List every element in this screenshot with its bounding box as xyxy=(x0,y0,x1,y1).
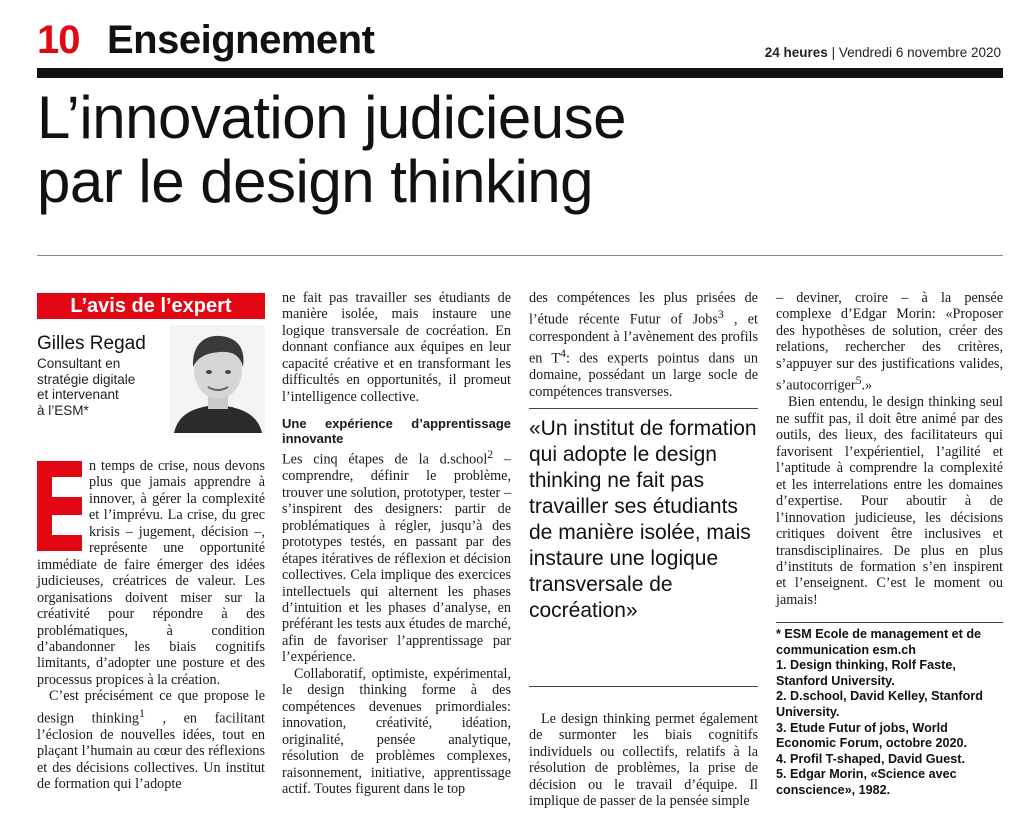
notes-divider xyxy=(776,622,1003,623)
footnote-ref: 3 xyxy=(717,307,724,322)
pull-quote: «Un institut de formation qui adopte le design thinking ne fait pas travailler ses étudiants de manière isolée, mais instaure une logique transversale de cocréation» xyxy=(529,417,757,622)
expert-banner: L’avis de l’expert xyxy=(37,293,265,319)
expert-desc-line: stratégie digitale xyxy=(37,371,136,387)
paragraph: C’est précisément ce que propose le design thinking$^1$ , en facilitant l’éclosion de nouvelles idées, tout en plaçant l’humain au cœur des réflexions et des décisions collectives. Un institut de formation qui l’adopte xyxy=(37,688,265,793)
paragraph: Bien entendu, le design thinking seul ne suffit pas, il doit être animé par des outils, des lieux, des facilitateurs qui favorisent l’expérientiel, l’agilité et l’aptitude à comprendre la complexité et les interrelations entre les domaines d’expertise. Pour aboutir à de l’innovation judicieuse, les décisions critiques doivent être inclusives et transdisciplinaires. De plus en plus d’instituts de formation s’en inspirent et l’enseignent. C’est le moment ou jamais! xyxy=(776,394,1003,608)
subheading: Une expérience d’apprentissage innovante xyxy=(282,416,511,447)
expert-desc-line: et intervenant xyxy=(37,387,119,402)
paragraph: des compétences les plus prisées de l’étude récente Futur of Jobs$^3$ , et correspondent à l’avènement des profils en $T^4$: des experts pointus dans un domaine, possédant un large socle de compétences transverses. xyxy=(529,290,758,400)
dropcap-e xyxy=(37,461,82,551)
pullquote-rule-top xyxy=(529,408,758,409)
section-title: Enseignement xyxy=(107,18,375,62)
masthead-separator: | xyxy=(831,45,836,60)
expert-box xyxy=(37,293,265,433)
footnote-ref: 5 xyxy=(855,373,862,388)
footnote-ref: 4 xyxy=(560,346,566,361)
pullquote-rule-bottom xyxy=(529,686,758,687)
headline-line-2: par le design thinking xyxy=(37,148,594,215)
expert-desc-line: Consultant en xyxy=(37,356,121,371)
paragraph: Le design thinking permet également de surmonter les biais cognitifs individuels ou collectifs, relatifs à la résolution de problèmes, la prise de décision ou le travail d’équipe. Il implique de passer de la pensée simple xyxy=(529,711,758,810)
footnote: 2. D.school, David Kelley, Stanford University. xyxy=(776,689,983,719)
expert-name: Gilles Regad xyxy=(37,333,146,354)
footnote: * ESM Ecole de management et de communication esm.ch xyxy=(776,627,982,657)
footnote: 1. Design thinking, Rolf Faste, Stanford University. xyxy=(776,658,956,688)
masthead-rule xyxy=(37,68,1003,78)
article-column-3-top xyxy=(529,290,758,400)
publication-date: Vendredi 6 novembre 2020 xyxy=(838,45,1001,60)
paragraph: n temps de crise, nous devons plus que jamais apprendre à innover, à gérer la complexité et l’imprévu. La crise, du grec krisis – jugement, décision –, représente une opportunité immédiate de faire émerger des idées judicieuses, créatrices de valeur. Les organisations doivent miser sur la créativité pour répondre à des problématiques, à condition d’abandonner les biais cognitifs limitants, d’adopter une posture et des processus propices à la création. xyxy=(37,458,265,688)
expert-portrait-photo xyxy=(170,325,265,433)
footnote: 5. Edgar Morin, «Science avec conscience», 1982. xyxy=(776,767,957,797)
footnotes xyxy=(776,627,1003,799)
footnote-ref: 1 xyxy=(138,705,145,720)
footnote: 3. Etude Futur of jobs, World Economic Forum, octobre 2020. xyxy=(776,720,968,751)
headline-line-1: L’innovation judicieuse xyxy=(37,84,626,151)
paragraph: – deviner, croire – à la pensée complexe d’Edgar Morin: «Proposer des hypothèses de solution, créer des relations, rechercher des critères, s’appuyer sur des justifications valides, s’autocorriger$^5$.» xyxy=(776,290,1003,394)
page-number: 10 xyxy=(37,18,80,62)
expert-desc-line: à l’ESM* xyxy=(37,402,89,418)
footnote-ref: 2 xyxy=(487,447,494,462)
article-column-3-bottom xyxy=(529,711,758,810)
masthead-info xyxy=(765,45,1001,61)
expert-description xyxy=(37,356,167,418)
paragraph: Collaboratif, optimiste, expérimental, le design thinking forme à des compétences devenues primordiales: innovation, créativité, idéation, originalité, pensée analytique, résolution de problèmes complexes, raisonnement, initiative, apprentissage actif. Toutes figurent dans le top xyxy=(282,665,511,797)
headline xyxy=(37,86,1003,214)
article-column-4 xyxy=(776,290,1003,608)
publication-name: 24 heures xyxy=(764,45,828,60)
article-column-2 xyxy=(282,290,511,797)
headline-divider xyxy=(37,255,1003,256)
paragraph: ne fait pas travailler ses étudiants de manière isolée, mais instaure une logique transversale de cocréation. En donnant confiance aux équipes en leur capacité créative et en transformant les difficultés en opportunités, il promeut l’intelligence collective. xyxy=(282,290,511,405)
footnote: 4. Profil T-shaped, David Guest. xyxy=(776,751,965,766)
article-column-1 xyxy=(37,458,265,793)
paragraph: Les cinq étapes de la d.school$^2$ – comprendre, définir le problème, trouver une solution, prototyper, tester – s’inspirent des designers: partir de problématiques à régler, jusqu’à des prototypes testés, en passant par des étapes itératives de réflexion et décision collectives. Cela implique des exercices intellectuels qui alternent les phases d’intuition et les phases d’analyse, en préférant les tests aux études de marché, afin de favoriser l’apprentissage par l’expérience. xyxy=(282,447,511,666)
